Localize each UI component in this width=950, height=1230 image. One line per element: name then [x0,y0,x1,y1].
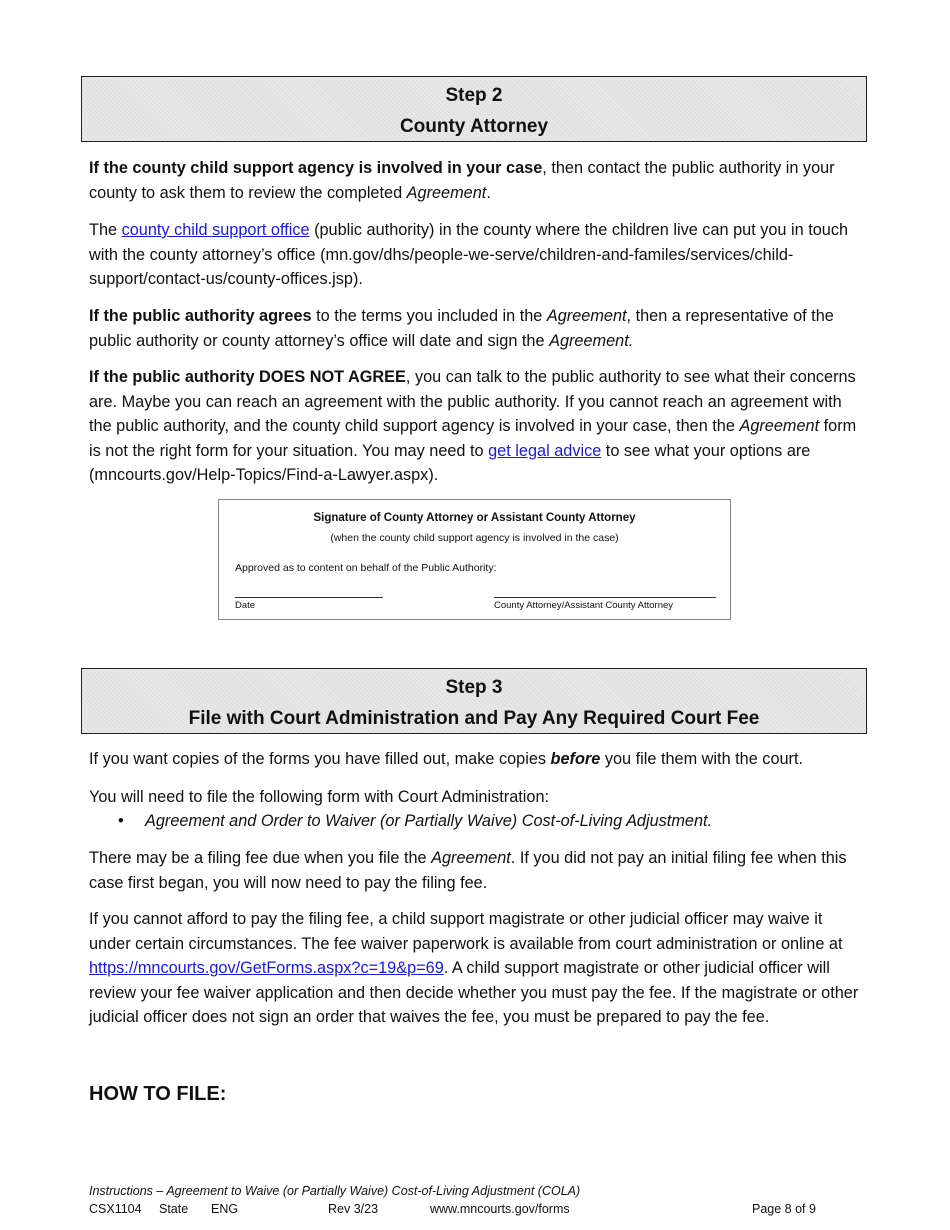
step-2-heading: Step 2 [445,85,503,106]
text: . A child support magistrate or other judicial officer will review your fee waiver application and then decide whether you must pay the fee. If the magistrate or other judicial officer does not sign an order that waives the fee, you must be prepared to pay the fee. [89,959,859,1026]
footer-website: www.mncourts.gov/forms [430,1202,570,1216]
text: (public authority) in the county where the children live can put you in touch with the county attorney’s office (mn.gov/dhs/people-we-serve/children-and-familes/services/child-support/contact-us/county-offices.jsp). [89,221,849,288]
step-2-header [81,76,867,142]
text: If you cannot afford to pay the filing fee, a child support magistrate or other judicial officer may waive it under certain circumstances. The fee waiver paperwork is available from court administration or online at [89,910,843,953]
footer-language: ENG [211,1202,239,1216]
bullet-icon: • [118,812,124,830]
paragraph-authority-disagrees [89,365,859,488]
footer-code: CSX1104 [89,1202,142,1216]
text: to the terms you included in the [311,307,547,325]
paragraph-county-involved [89,156,859,205]
step-3-heading: Step 3 [445,677,503,698]
form-name: Agreement and Order to Waiver (or Partially Waive) Cost-of-Living Adjustment. [145,812,713,830]
signature-box [218,499,731,620]
approved-statement: Approved as to content on behalf of the Public Authority: [235,562,497,574]
text: If you want copies of the forms you have filled out, make copies [89,750,551,768]
step-3-subheading: File with Court Administration and Pay Any Required Court Fee [188,708,760,729]
attorney-label: County Attorney/Assistant County Attorney [494,600,674,611]
step-2-subheading: County Attorney [399,116,549,137]
text: . [486,183,491,202]
text: , then a representative of the public authority or county attorney’s office will date and sign the [89,307,834,350]
paragraph-file-form: You will need to file the following form with Court Administration: [89,788,550,806]
get-legal-advice-link[interactable]: get legal advice [488,441,602,460]
footer-state: State [159,1202,189,1216]
text: to see what your options are (mncourts.gov/Help-Topics/Find-a-Lawyer.aspx). [89,441,811,484]
text: , then contact the public authority in your county to ask them to review the completed [89,159,835,202]
bold-italic-text: before [550,750,601,768]
italic-text: Agreement [431,849,511,867]
how-to-file-heading: HOW TO FILE: [89,1083,227,1105]
paragraph-filing-fee [89,846,859,895]
text: you file them with the court. [600,750,804,768]
form-list-item [118,809,712,834]
signature-box-title: Signature of County Attorney or Assistant County Attorney [313,512,636,524]
attorney-signature-line[interactable] [494,597,716,598]
paragraph-county-office [89,218,859,292]
bold-lead: If the county child support agency is involved in your case [89,159,543,177]
footer-page-number: Page 8 of 9 [752,1202,816,1216]
bold-lead: If the public authority agrees [89,307,312,325]
paragraph-fee-waiver [89,907,859,1030]
step-3-header [81,668,867,734]
italic-text: Agreement [406,183,487,202]
footer-revision: Rev 3/23 [328,1202,379,1216]
bold-lead: If the public authority DOES NOT AGREE [89,368,406,386]
signature-box-subtitle: (when the county child support agency is involved in the case) [330,532,619,544]
text: There may be a filing fee due when you file the [89,849,432,867]
paragraph-copies [89,747,859,772]
county-child-support-office-link[interactable]: county child support office [121,221,310,239]
italic-text: Agreement. [549,331,634,350]
date-label: Date [235,600,256,611]
paragraph-authority-agrees [89,304,859,353]
italic-text: Agreement [546,307,627,325]
text: form is not the right form for your situation. You may need to [89,417,857,460]
text: , you can talk to the public authority to see what their concerns are. Maybe you can reach an agreement with the public authority. If you cannot reach an agreement with the public authority, and the county child support agency is involved in your case, then the [89,368,856,435]
text: . If you did not pay an initial filing fee when this case first began, you will now need to pay the filing fee. [89,849,847,892]
text: The [89,221,122,239]
fee-waiver-forms-link[interactable]: https://mncourts.gov/GetForms.aspx?c=19&p=69 [89,959,444,977]
italic-text: Agreement [739,417,820,435]
footer-title: Instructions – Agreement to Waive (or Partially Waive) Cost-of-Living Adjustment (COLA) [89,1184,581,1198]
date-signature-line[interactable] [235,597,383,598]
